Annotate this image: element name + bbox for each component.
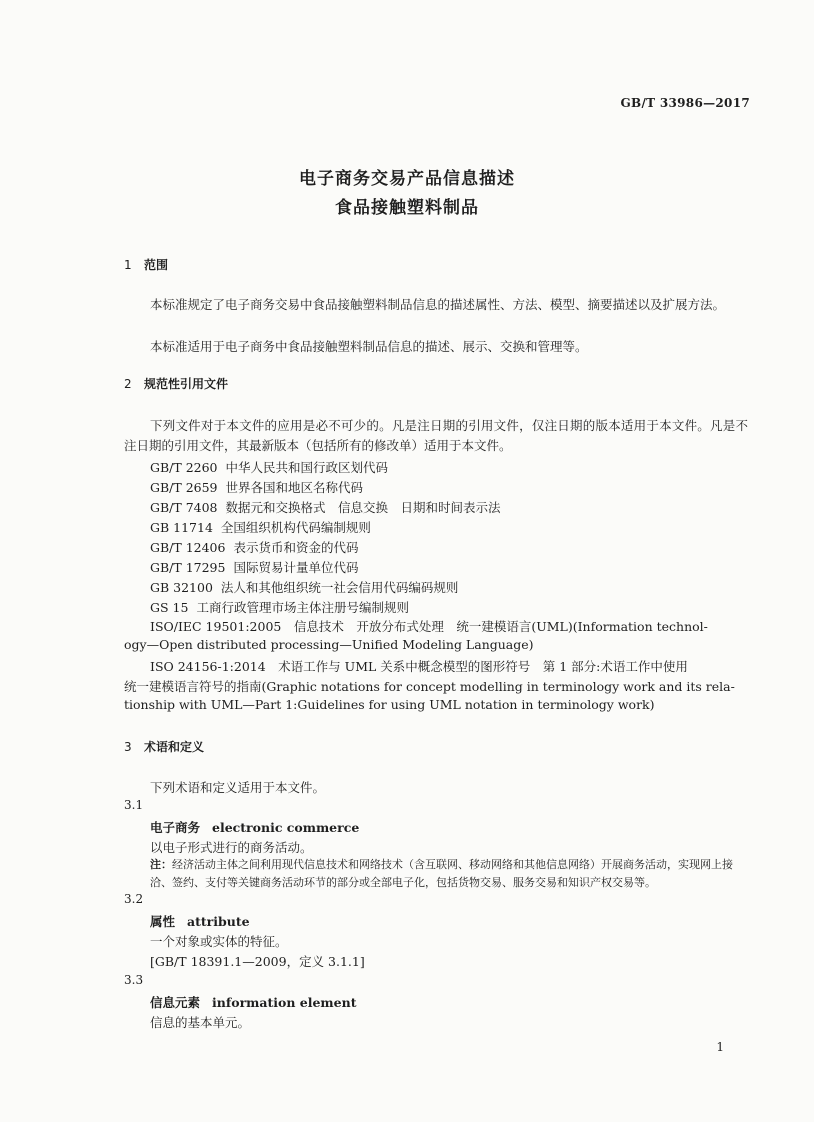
terms-intro: 下列术语和定义适用于本文件。 (150, 780, 326, 795)
reference-iso-19501-line2: ogy—Open distributed processing—Unified Modeling Language) (124, 637, 534, 652)
section-number: 3 (124, 740, 132, 754)
reference-item (150, 578, 458, 596)
reference-code: GB 11714 (150, 520, 213, 535)
reference-title: 中华人民共和国行政区划代码 (225, 460, 389, 475)
reference-iso-24156-line3: tionship with UML—Part 1:Guidelines for using UML notation in terminology work) (124, 697, 655, 712)
term-number: 3.3 (124, 973, 144, 987)
reference-title: 法人和其他组织统一社会信用代码编码规则 (220, 580, 459, 595)
reference-item (150, 458, 388, 476)
scope-paragraph-2: 本标准适用于电子商务中食品接触塑料制品信息的描述、展示、交换和管理等。 (150, 339, 588, 354)
reference-iso-24156-line1: ISO 24156-1:2014 术语工作与 UML 关系中概念模型的图形符号 第 1 部分:术语工作中使用 (150, 659, 688, 674)
reference-item (150, 598, 409, 616)
section-title: 规范性引用文件 (144, 377, 229, 391)
term-number: 3.2 (124, 892, 144, 906)
term-en: electronic commerce (212, 820, 360, 835)
reference-title: 表示货币和资金的代码 (233, 540, 359, 555)
reference-code: GB/T 2260 (150, 460, 218, 475)
term-entry (150, 818, 359, 836)
reference-item (150, 498, 501, 516)
scope-paragraph-1: 本标准规定了电子商务交易中食品接触塑料制品信息的描述属性、方法、模型、摘要描述以及扩展方法。 (150, 297, 726, 312)
section-number: 2 (124, 377, 132, 391)
section-title: 术语和定义 (144, 740, 205, 754)
term-number: 3.1 (124, 798, 144, 812)
section-3-heading (124, 738, 204, 755)
term-entry (150, 993, 356, 1011)
reference-code: GB/T 7408 (150, 500, 218, 515)
note-prefix: 注： (150, 858, 172, 871)
references-intro: 下列文件对于本文件的应用是必不可少的。凡是注日期的引用文件，仅注日期的版本适用于本文件。凡是不注日期的引用文件，其最新版本（包括所有的修改单）适用于本文件。 (124, 418, 748, 453)
reference-item (150, 558, 358, 576)
reference-iso-19501-line1: ISO/IEC 19501:2005 信息技术 开放分布式处理 统一建模语言(UML)(Information technol- (150, 619, 708, 634)
reference-item (150, 538, 358, 556)
reference-code: GB 32100 (150, 580, 213, 595)
reference-title: 国际贸易计量单位代码 (233, 560, 359, 575)
term-zh: 电子商务 (150, 820, 201, 835)
section-1-heading (124, 256, 168, 273)
term-en: attribute (187, 914, 250, 929)
term-definition: 信息的基本单元。 (150, 1015, 251, 1030)
section-number: 1 (124, 258, 132, 272)
reference-code: GB/T 17295 (150, 560, 226, 575)
page-number: 1 (716, 1040, 724, 1054)
section-2-heading (124, 375, 228, 392)
reference-title: 数据元和交换格式 信息交换 日期和时间表示法 (225, 500, 501, 515)
term-definition: 一个对象或实体的特征。 (150, 934, 288, 949)
document-title-line2: 食品接触塑料制品 (335, 198, 479, 218)
reference-title: 工商行政管理市场主体注册号编制规则 (196, 600, 409, 615)
term-source: [GB/T 18391.1—2009，定义 3.1.1] (150, 954, 365, 969)
term-definition: 以电子形式进行的商务活动。 (150, 840, 313, 855)
note-text: 经济活动主体之间利用现代信息技术和网络技术（含互联网、移动网络和其他信息网络）开展商务活动，实现网上接洽、签约、支付等关键商务活动环节的部分或全部电子化，包括货物交易、服务交易和知识产权交易等。 (150, 858, 733, 889)
reference-item (150, 518, 371, 536)
section-title: 范围 (144, 258, 169, 272)
term-zh: 属性 (150, 914, 176, 929)
reference-item (150, 478, 363, 496)
reference-code: GS 15 (150, 600, 189, 615)
term-entry (150, 912, 250, 930)
reference-title: 全国组织机构代码编制规则 (220, 520, 371, 535)
term-zh: 信息元素 (150, 995, 201, 1010)
term-note (150, 856, 750, 892)
term-en: information element (212, 995, 357, 1010)
document-title-line1: 电子商务交易产品信息描述 (299, 169, 515, 189)
reference-code: GB/T 12406 (150, 540, 226, 555)
standard-number: GB/T 33986—2017 (620, 96, 750, 110)
reference-iso-24156-line2: 统一建模语言符号的指南(Graphic notations for concept modelling in terminology work and its rela- (124, 679, 735, 694)
reference-code: GB/T 2659 (150, 480, 218, 495)
reference-title: 世界各国和地区名称代码 (225, 480, 364, 495)
